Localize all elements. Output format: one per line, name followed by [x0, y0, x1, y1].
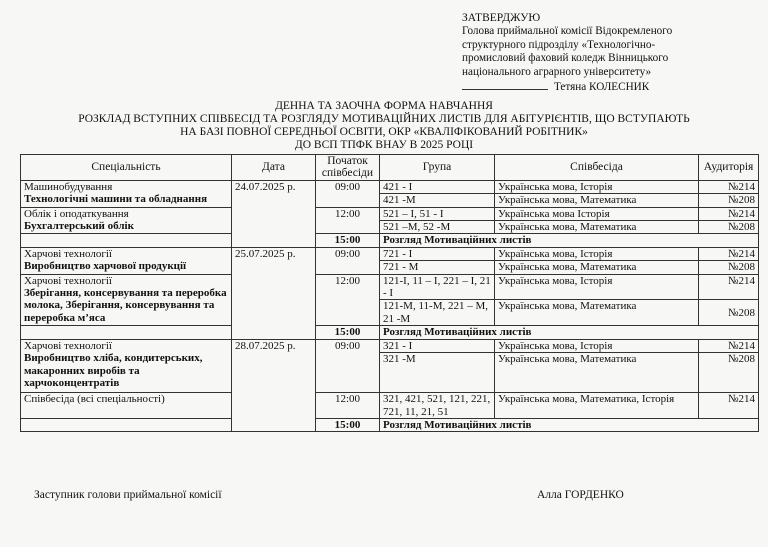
- empty-cell: [21, 418, 232, 431]
- subject-cell: Українська мова, Історія: [495, 339, 699, 352]
- table-row: [21, 247, 759, 260]
- specialty-program: Виробництво хліба, кондитерських, макаронних виробів та харчоконцентратів: [24, 352, 203, 389]
- approval-title: ЗАТВЕРДЖУЮ: [462, 12, 541, 24]
- room-cell: №214: [699, 339, 759, 352]
- approval-line: промисловий фаховий коледж Вінницького: [462, 52, 669, 65]
- group-cell: 721 - І: [380, 247, 495, 260]
- specialty-field: Машинобудування: [24, 180, 113, 193]
- table-row: [21, 207, 759, 220]
- group-cell: 521 –М, 52 -М: [380, 221, 495, 234]
- table-row: [21, 180, 759, 193]
- heading-line-4: ДО ВСП ТПФК ВНАУ В 2025 РОЦІ: [294, 139, 474, 151]
- date-cell: 25.07.2025 р.: [232, 247, 316, 339]
- approval-block: [462, 12, 762, 94]
- specialty-program: Бухгалтерський облік: [24, 220, 134, 233]
- specialty-cell: [21, 274, 232, 326]
- specialty-field: Харчові технології: [24, 274, 112, 287]
- room-cell: №208: [699, 261, 759, 274]
- room-cell: №208: [699, 353, 759, 393]
- subject-cell: Українська мова, Математика, Історія: [495, 393, 699, 419]
- room-cell: №208: [699, 300, 759, 326]
- subject-cell: Українська мова, Математика: [495, 353, 699, 393]
- subject-cell: Українська мова, Математика: [495, 194, 699, 207]
- start-time-cell: 15:00: [316, 234, 380, 247]
- group-cell: 321, 421, 521, 121, 221, 721, 11, 21, 51: [380, 393, 495, 419]
- group-cell: 321 - І: [380, 339, 495, 352]
- group-cell: 121-М, 11-М, 221 – М, 21 -М: [380, 300, 495, 326]
- table-row: [21, 234, 759, 247]
- group-cell: 721 - М: [380, 261, 495, 274]
- room-cell: №214: [699, 247, 759, 260]
- approval-line: національного аграрного університету»: [462, 65, 652, 78]
- group-cell: 421 -М: [380, 194, 495, 207]
- footer-name: Алла ГОРДЕНКО: [537, 489, 624, 501]
- subject-cell: Українська мова, Математика: [495, 300, 699, 326]
- date-cell: 28.07.2025 р.: [232, 339, 316, 432]
- group-cell: 521 – І, 51 - І: [380, 207, 495, 220]
- letters-review-cell: Розгляд Мотиваційних листів: [380, 234, 759, 247]
- table-header-row: [21, 155, 759, 181]
- table-row: [21, 326, 759, 339]
- subject-cell: Українська мова, Історія: [495, 247, 699, 260]
- heading-line-2: РОЗКЛАД ВСТУПНИХ СПІВБЕСІД ТА РОЗГЛЯДУ МОТИВАЦІЙНИХ ЛИСТІВ ДЛЯ АБІТУРІЄНТІВ, ЩО ВСТУПАЮТЬ: [78, 113, 690, 125]
- start-time-cell: 12:00: [316, 393, 380, 419]
- approval-line: структурного підрозділу «Технологічно-: [462, 38, 656, 51]
- specialty-program: Зберігання, консервування та переробка молока, Зберігання, консервування та переробка м’яса: [24, 287, 227, 324]
- specialty-field: Облік і оподаткування: [24, 207, 129, 220]
- group-cell: 121-І, 11 – І, 221 – І, 21 - І: [380, 274, 495, 300]
- start-time-cell: 15:00: [316, 326, 380, 339]
- specialty-field: Харчові технології: [24, 247, 112, 260]
- subject-cell: Українська мова Історія: [495, 207, 699, 220]
- start-time-cell: 09:00: [316, 247, 380, 274]
- empty-cell: [21, 234, 232, 247]
- signature-line: [462, 79, 548, 90]
- room-cell: №208: [699, 194, 759, 207]
- room-cell: №214: [699, 180, 759, 193]
- specialty-program: Технологічні машини та обладнання: [24, 193, 208, 206]
- specialty-cell: [21, 180, 232, 207]
- start-time-cell: 09:00: [316, 339, 380, 392]
- subject-cell: Українська мова, Математика: [495, 221, 699, 234]
- empty-cell: [21, 326, 232, 339]
- specialty-cell: Співбесіда (всі спеціальності): [21, 393, 232, 419]
- start-time-cell: 15:00: [316, 418, 380, 431]
- table-row: [21, 274, 759, 300]
- specialty-field: Харчові технології: [24, 339, 112, 352]
- subject-cell: Українська мова, Історія: [495, 274, 699, 300]
- approval-line: Голова приймальної комісії Відокремленого: [462, 25, 673, 38]
- specialty-cell: [21, 207, 232, 234]
- specialty-program: Виробництво харчової продукції: [24, 260, 187, 273]
- header-interview: Співбесіда: [495, 155, 699, 181]
- specialty-cell: [21, 247, 232, 274]
- room-cell: №208: [699, 221, 759, 234]
- table-row: [21, 339, 759, 352]
- header-start: Початок співбесіди: [316, 155, 380, 181]
- letters-review-cell: Розгляд Мотиваційних листів: [380, 418, 759, 431]
- heading-line-3: НА БАЗІ ПОВНОЇ СЕРЕДНЬОЇ ОСВІТИ, ОКР «КВАЛІФІКОВАНИЙ РОБІТНИК»: [180, 126, 588, 138]
- start-time-cell: 12:00: [316, 207, 380, 234]
- specialty-cell: [21, 339, 232, 392]
- header-specialty: Спеціальність: [21, 155, 232, 181]
- header-group: Група: [380, 155, 495, 181]
- header-room: Аудиторія: [699, 155, 759, 181]
- schedule-table: [20, 154, 759, 432]
- start-time-cell: 09:00: [316, 180, 380, 207]
- group-cell: 321 -М: [380, 353, 495, 393]
- date-cell: 24.07.2025 р.: [232, 180, 316, 247]
- start-time-cell: 12:00: [316, 274, 380, 326]
- letters-review-cell: Розгляд Мотиваційних листів: [380, 326, 759, 339]
- subject-cell: Українська мова, Математика: [495, 261, 699, 274]
- room-cell: №214: [699, 207, 759, 220]
- header-date: Дата: [232, 155, 316, 181]
- room-cell: №214: [699, 393, 759, 419]
- heading-line-1: ДЕННА ТА ЗАОЧНА ФОРМА НАВЧАННЯ: [275, 100, 493, 112]
- approval-signer: Тетяна КОЛЕСНИК: [554, 81, 650, 94]
- footer-role: Заступник голови приймальної комісії: [34, 489, 222, 501]
- group-cell: 421 - І: [380, 180, 495, 193]
- room-cell: №214: [699, 274, 759, 300]
- table-row: [21, 418, 759, 431]
- table-row: [21, 393, 759, 419]
- subject-cell: Українська мова, Історія: [495, 180, 699, 193]
- document-heading: [0, 100, 768, 152]
